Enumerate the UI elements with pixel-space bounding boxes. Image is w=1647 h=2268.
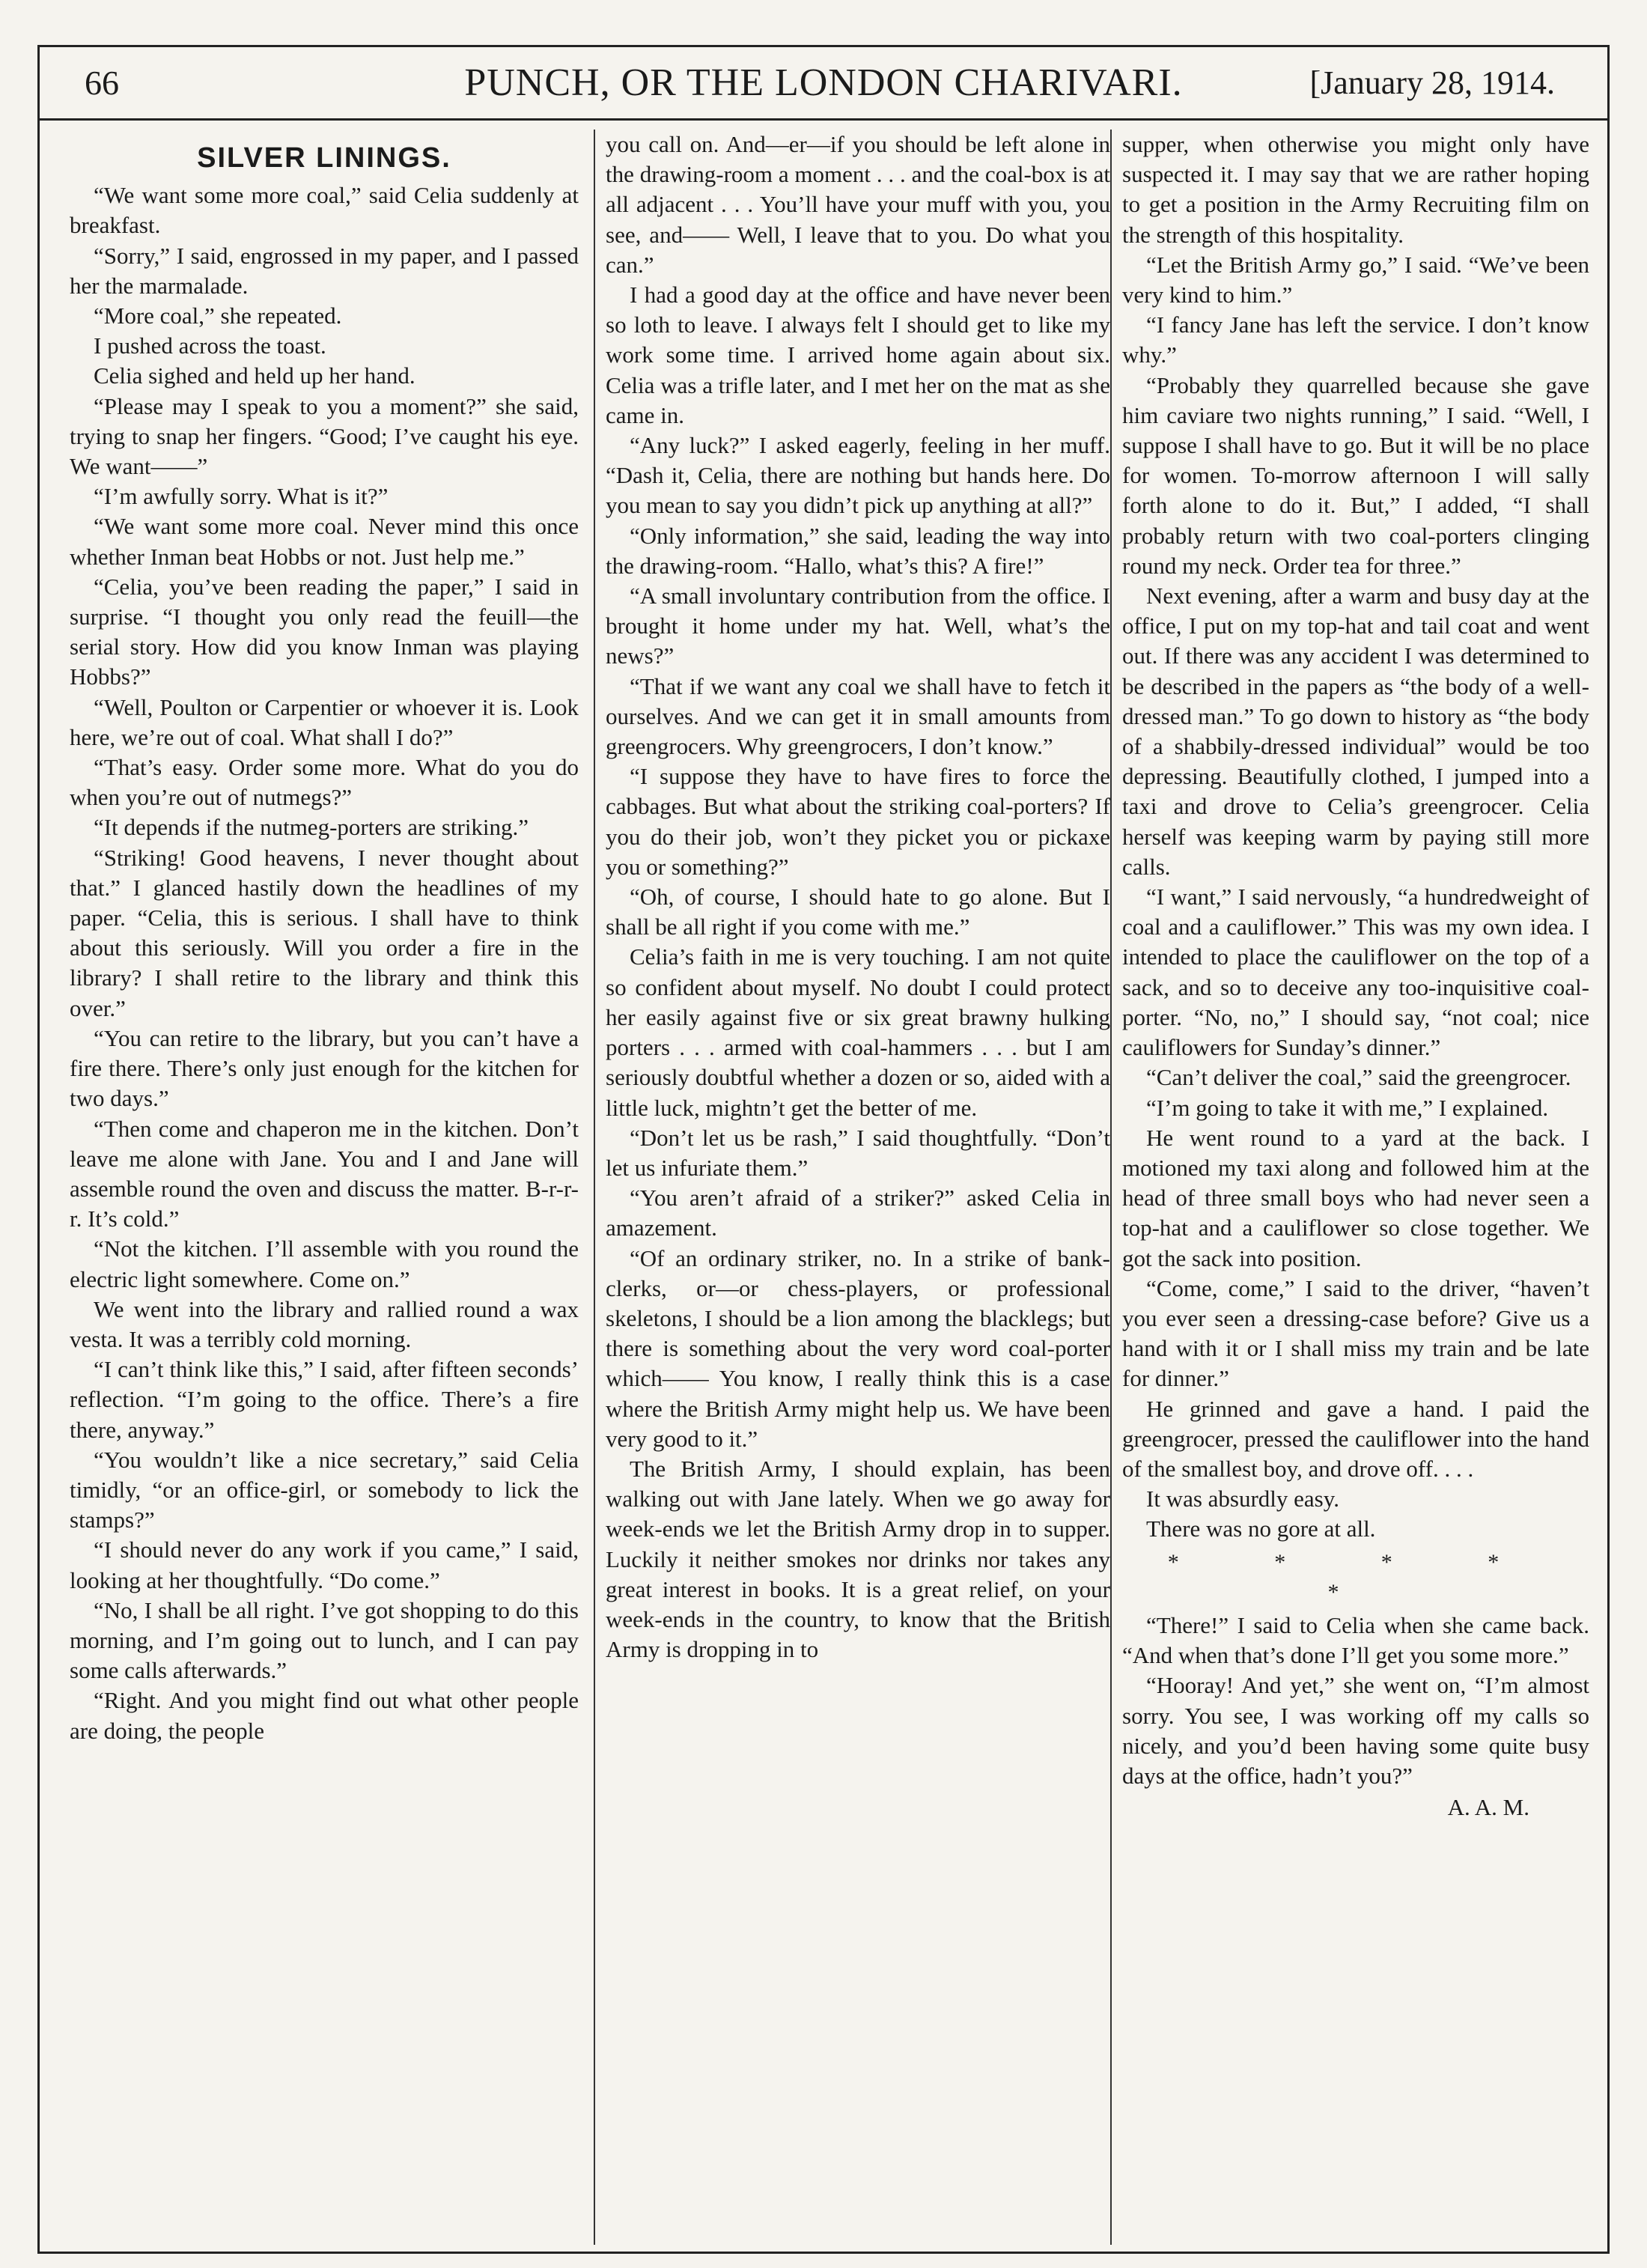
paragraph: The British Army, I should explain, has been walking out with Jane lately. When we go away for week-ends we let the British Army drop in to supper. Luckily it neither smokes nor drinks nor takes any great interest in books. It is a great relief, on your week-ends in the country, to know that the British Army is dropping in to (606, 1455, 1110, 1663)
column-2 (594, 130, 1110, 2245)
paragraph: Celia sighed and held up her hand. (94, 362, 415, 389)
paragraph: “Celia, you’ve been reading the paper,” I said in surprise. “I thought you only read the feuill—the serial story. How did you know Inman was playing Hobbs?” (70, 573, 579, 690)
column-2-text (606, 130, 1110, 1664)
magazine-page (37, 45, 1610, 2254)
paragraph: “That if we want any coal we shall have to fetch it ourselves. And we can get it in small amounts from greengrocers. Why greengrocers, I don’t know.” (606, 672, 1110, 760)
page-header (40, 47, 1607, 121)
paragraph: “A small involuntary contribution from the office. I brought it home under my hat. Well, what’s the news?” (606, 583, 1110, 669)
column-3-ending-text (1122, 1611, 1589, 1791)
paragraph: “Hooray! And yet,” she went on, “I’m almost sorry. You see, I was working off my calls so nicely, and you’d been having some quite busy days at the office, hadn’t you?” (1122, 1672, 1589, 1789)
article-title: SILVER LININGS. (197, 142, 451, 174)
paragraph: “Come, come,” I said to the driver, “haven’t you ever seen a dressing-case before? Give us a hand with it or I shall miss my train and be late for dinner.” (1122, 1274, 1589, 1392)
paragraph: “Can’t deliver the coal,” said the greengrocer. (1146, 1064, 1571, 1091)
paragraph: you call on. And—er—if you should be left alone in the drawing-room a moment . . . and the coal-box is at all adjacent . . . You’ll have your muff with you, you see, and—— Well, I leave that to you. Do what you can.” (606, 131, 1110, 278)
paragraph: “Of an ordinary striker, no. In a strike of bank-clerks, or—or chess-players, or professional skeletons, I should be a lion among the blacklegs; but there is something about the very word coal-porter which—— You know, I really think this is a case where the British Army might help us. We have been very good to it.” (606, 1244, 1110, 1452)
column-1 (70, 130, 579, 2245)
paragraph: “I should never do any work if you came,” I said, looking at her thoughtfully. “Do come.” (70, 1536, 579, 1593)
issue-date: [January 28, 1914. (1309, 64, 1555, 101)
paragraph: “I can’t think like this,” I said, after fifteen seconds’ reflection. “I’m going to the office. There’s a fire there, anyway.” (70, 1356, 579, 1443)
paragraph: “I’m going to take it with me,” I explained. (1146, 1094, 1549, 1121)
paragraph: Celia’s faith in me is very touching. I am not quite so confident about myself. No doubt I could protect her easily against five or six great brawny hulking porters . . . armed with coal-hammers . . . but I am seriously doubtful whether a dozen or so, aided with a little luck, mightn’t get the better of me. (606, 943, 1110, 1121)
paragraph: “Oh, of course, I should hate to go alone. But I shall be all right if you come with me.” (606, 884, 1110, 940)
paragraph: “You aren’t afraid of a striker?” asked Celia in amazement. (606, 1185, 1110, 1241)
author-signature: A. A. M. (1447, 1794, 1529, 1821)
paragraph: “I’m awfully sorry. What is it?” (94, 483, 389, 510)
paragraph: “Well, Poulton or Carpentier or whoever it is. Look here, we’re out of coal. What shall I do?” (70, 693, 579, 750)
paragraph: “We want some more coal. Never mind this once whether Inman beat Hobbs or not. Just help me.” (70, 513, 579, 570)
page-number: 66 (85, 64, 119, 102)
paragraph: I had a good day at the office and have never been so loth to leave. I always felt I should get to like my work some time. I arrived home again about six. Celia was a trifle later, and I met her on the mat as she came in. (606, 282, 1110, 428)
paragraph: “I suppose they have to have fires to force the cabbages. But what about the striking coal-porters? If you do their job, won’t they picket you or pickaxe you or something?” (606, 763, 1110, 880)
column-3 (1110, 130, 1589, 2245)
publication-title: PUNCH, OR THE LONDON CHARIVARI. (464, 61, 1183, 104)
paragraph: “Don’t let us be rash,” I said thoughtfully. “Don’t let us infuriate them.” (606, 1124, 1110, 1181)
paragraph: “Only information,” she said, leading the way into the drawing-room. “Hallo, what’s this? A fire!” (606, 522, 1110, 579)
paragraph: We went into the library and rallied round a wax vesta. It was a terribly cold morning. (70, 1295, 579, 1352)
paragraph: “Not the kitchen. I’ll assemble with you round the electric light somewhere. Come on.” (70, 1235, 579, 1292)
paragraph: “Please may I speak to you a moment?” she said, trying to snap her fingers. “Good; I’ve caught his eye. We want——” (70, 392, 579, 480)
paragraph: “We want some more coal,” said Celia suddenly at breakfast. (70, 182, 579, 239)
paragraph: It was absurdly easy. (1146, 1486, 1339, 1512)
paragraph: “You wouldn’t like a nice secretary,” said Celia timidly, “or an office-girl, or somebody to lick the stamps?” (70, 1446, 579, 1533)
column-3-text (1122, 130, 1589, 1545)
paragraph: Next evening, after a warm and busy day at the office, I put on my top-hat and tail coat and went out. If there was any accident I was determined to be described in the papers as “the body of a well-dressed man.” To go down to history as “the body of a shabbily-dressed individual” would be too depressing. Beautifully clothed, I jumped into a taxi and drove to Celia’s greengrocer. Celia herself was keeping warm by paying still more calls. (1122, 583, 1589, 880)
paragraph: I pushed across the toast. (94, 332, 326, 359)
paragraph: “It depends if the nutmeg-porters are striking.” (94, 814, 529, 841)
paragraph: “Any luck?” I asked eagerly, feeling in her muff. “Dash it, Celia, there are nothing but hands here. Do you mean to say you didn’t pick up anything at all?” (606, 432, 1110, 519)
paragraph: “Probably they quarrelled because she gave him caviare two nights running,” I said. “Well, I suppose I shall have to go. But it will be no place for women. To-morrow afternoon I will sally forth alone to do it. But,” I added, “I shall probably return with two coal-porters clinging round my neck. Order tea for three.” (1122, 371, 1589, 579)
paragraph: “Sorry,” I said, engrossed in my paper, and I passed her the marmalade. (70, 242, 579, 299)
paragraph: “That’s easy. Order some more. What do you do when you’re out of nutmegs?” (70, 754, 579, 811)
paragraph: “More coal,” she repeated. (94, 302, 342, 329)
paragraph: “No, I shall be all right. I’ve got shopping to do this morning, and I’m going out to lunch, and I can pay some calls afterwards.” (70, 1596, 579, 1684)
paragraph: “Striking! Good heavens, I never thought about that.” I glanced hastily down the headlines of my paper. “Celia, this is serious. I shall have to think about this seriously. Will you order a fire in the library? I shall retire to the library and think this over.” (70, 844, 579, 1021)
paragraph: He grinned and gave a hand. I paid the greengrocer, pressed the cauliflower into the hand of the smallest boy, and drove off. . . . (1122, 1395, 1589, 1482)
paragraph: “Then come and chaperon me in the kitchen. Don’t leave me alone with Jane. You and I and Jane will assemble round the oven and discuss the matter. B-r-r-r. It’s cold.” (70, 1115, 579, 1232)
paragraph: “Let the British Army go,” I said. “We’ve been very kind to him.” (1122, 251, 1589, 308)
paragraph: “There!” I said to Celia when she came back. “And when that’s done I’ll get you some more.” (1122, 1611, 1589, 1669)
paragraph: “I want,” I said nervously, “a hundredweight of coal and a cauliflower.” This was my own idea. I intended to place the cauliflower on the top of a sack, and so to deceive any too-inquisitive coal-porter. “No, no,” I should say, “not coal; nice cauliflowers for Sunday’s dinner.” (1122, 884, 1589, 1061)
column-1-text (70, 180, 579, 1746)
paragraph: supper, when otherwise you might only have suspected it. I may say that we are rather hoping to get a position in the Army Recruiting film on the strength of this hospitality. (1122, 131, 1589, 248)
paragraph: “Right. And you might find out what other people are doing, the people (70, 1687, 579, 1744)
section-break-stars: * * * * * (1167, 1549, 1544, 1605)
paragraph: He went round to a yard at the back. I motioned my taxi along and followed him at the head of three small boys who had never seen a top-hat and a cauliflower so close together. We got the sack into position. (1122, 1124, 1589, 1271)
paragraph: “I fancy Jane has left the service. I don’t know why.” (1122, 311, 1589, 368)
paragraph: There was no gore at all. (1146, 1515, 1376, 1542)
paragraph: “You can retire to the library, but you can’t have a fire there. There’s only just enough for the kitchen for two days.” (70, 1024, 579, 1112)
